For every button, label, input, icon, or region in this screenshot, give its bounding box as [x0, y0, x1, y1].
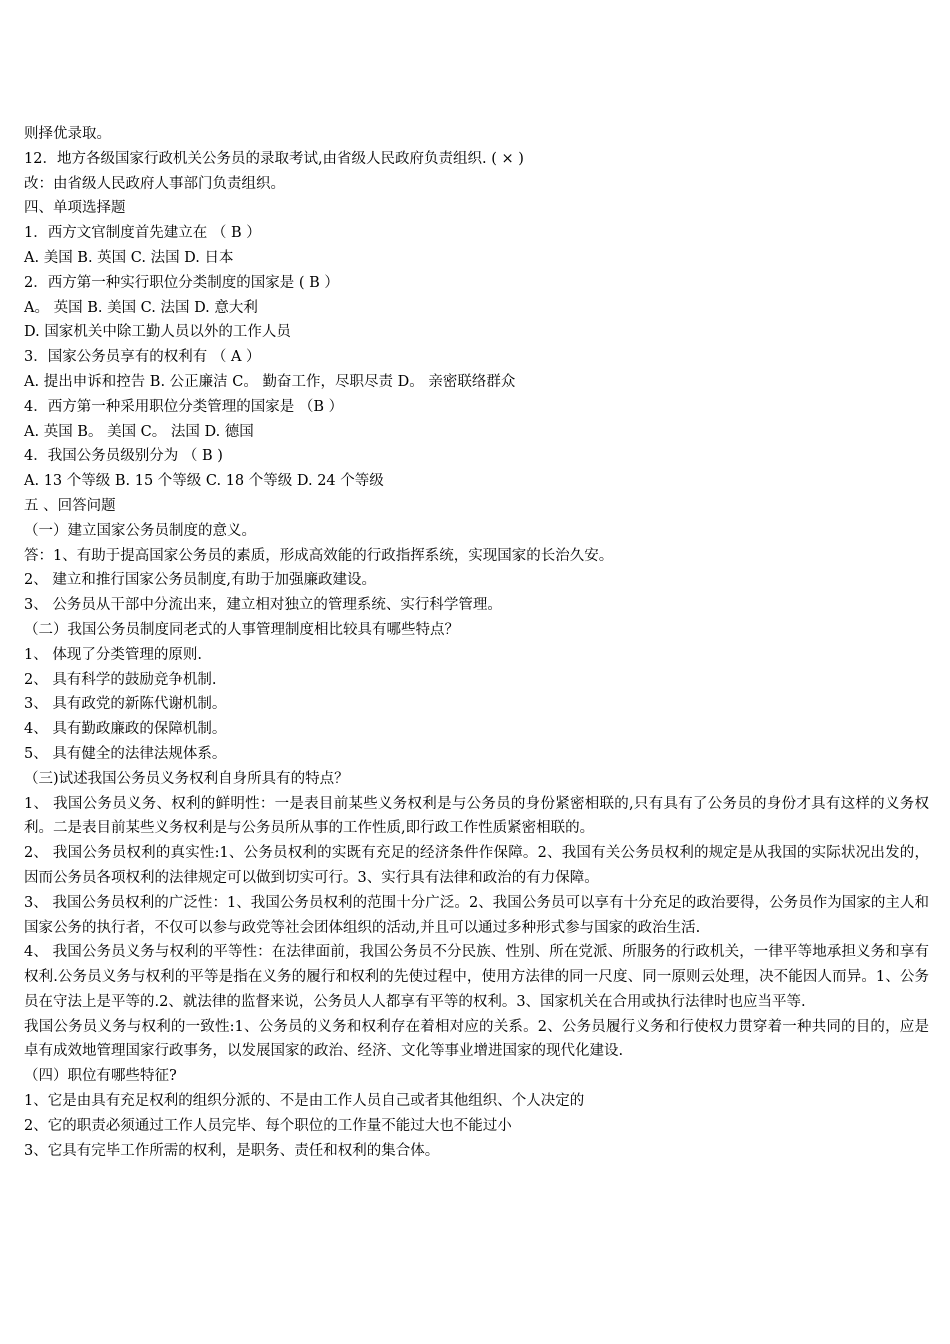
- options-line: A。 英国 B. 美国 C. 法国 D. 意大利: [24, 299, 258, 316]
- question-line: 4．西方第一种采用职位分类管理的国家是 （B ）: [24, 398, 344, 415]
- options-line: A. 13 个等级 B. 15 个等级 C. 18 个等级 D. 24 个等级: [24, 473, 384, 490]
- answer-paragraph: 1、 我国公务员义务、权利的鲜明性：一是表目前某些义务权利是与公务员的身份紧密相联的,只有具有了公务员的身份才具有这样的义务权利。二是表目前某些义务权利是与公务员所从事的工作性质,即行政工作性质紧密相联的。: [24, 795, 929, 837]
- answer-line: 2、它的职责必须通过工作人员完毕、每个职位的工作量不能过大也不能过小: [24, 1117, 512, 1134]
- answer-line: 2、 具有科学的鼓励竞争机制.: [24, 671, 217, 688]
- answer-line: 5、 具有健全的法律法规体系。: [24, 745, 227, 762]
- options-line: D. 国家机关中除工勤人员以外的工作人员: [24, 324, 291, 341]
- section-heading: 五 、回答问题: [24, 497, 116, 514]
- answer-line: 4、 具有勤政廉政的保障机制。: [24, 721, 227, 738]
- answer-line: 3、它具有完毕工作所需的权利，是职务、责任和权利的集合体。: [24, 1142, 440, 1159]
- options-line: A. 提出申诉和控告 B. 公正廉洁 C。 勤奋工作，尽职尽责 D。 亲密联络群众: [24, 373, 516, 390]
- options-line: A. 美国 B. 英国 C. 法国 D. 日本: [24, 249, 234, 266]
- answer-line: 1、它是由具有充足权利的组织分派的、不是由工作人员自己或者其他组织、个人决定的: [24, 1093, 585, 1110]
- question-line: 2．西方第一种实行职位分类制度的国家是 ( B ）: [24, 274, 339, 291]
- question-line: 3．国家公务员享有的权利有 （ A ）: [24, 349, 261, 366]
- question-line: 1．西方文官制度首先建立在 （ B ）: [24, 225, 261, 242]
- question-line: 4．我国公务员级别分为 （ B ): [24, 448, 223, 465]
- subsection-heading: （二）我国公务员制度同老式的人事管理制度相比较具有哪些特点？: [24, 621, 459, 638]
- answer-line: 2、 建立和推行国家公务员制度,有助于加强廉政建设。: [24, 572, 376, 589]
- text-line: 改：由省级人民政府人事部门负责组织。: [24, 175, 285, 192]
- answer-paragraph: 我国公务员义务与权利的一致性:1、公务员的义务和权利存在着相对应的关系。2、公务员履行义务和行使权力贯穿着一种共同的目的，应是卓有成效地管理国家行政事务，以发展国家的政治、经济、文化等事业增进国家的现代化建设.: [24, 1018, 929, 1060]
- subsection-heading: （三)试述我国公务员义务权利自身所具有的特点？: [24, 770, 349, 787]
- text-line: 12．地方各级国家行政机关公务员的录取考试,由省级人民政府负责组织. ( × ): [24, 150, 524, 167]
- document-page: [24, 122, 929, 1163]
- answer-line: 答：1、有助于提高国家公务员的素质，形成高效能的行政指挥系统，实现国家的长治久安。: [24, 547, 614, 564]
- text-line: 则择优录取。: [24, 126, 111, 142]
- answer-line: 1、 体现了分类管理的原则.: [24, 646, 202, 663]
- section-heading: 四、单项选择题: [24, 200, 126, 217]
- answer-paragraph: 4、 我国公务员义务与权利的平等性：在法律面前，我国公务员不分民族、性别、所在党派、所服务的行政机关，一律平等地承担义务和享有权利.公务员义务与权利的平等是指在义务的履行和权利的先使过程中，使用方法律的同一尺度、同一原则云处理，决不能因人而异。1、公务员在守法上是平等的.2、就法律的监督来说，公务员人人都享有平等的权利。3、国家机关在合用或执行法律时也应当平等.: [24, 944, 929, 1010]
- answer-paragraph: 3、 我国公务员权利的广泛性：1、我国公务员权利的范围十分广泛。2、我国公务员可以享有十分充足的政治要得，公务员作为国家的主人和国家公务的执行者，不仅可以参与政党等社会团体组织的活动,并且可以通过多种形式参与国家的政治生活.: [24, 894, 929, 936]
- subsection-heading: （四）职位有哪些特征?: [24, 1068, 177, 1085]
- options-line: A. 英国 B。 美国 C。 法国 D. 德国: [24, 423, 254, 440]
- answer-line: 3、 公务员从干部中分流出来，建立相对独立的管理系统、实行科学管理。: [24, 597, 502, 614]
- answer-line: 3、 具有政党的新陈代谢机制。: [24, 696, 227, 713]
- answer-paragraph: 2、 我国公务员权利的真实性:1、公务员权利的实既有充足的经济条件作保障。2、我国有关公务员权利的规定是从我国的实际状况出发的，因而公务员各项权利的法律规定可以做到切实可行。3、实行具有法律和政治的有力保障。: [24, 845, 929, 886]
- subsection-heading: （一）建立国家公务员制度的意义。: [24, 522, 256, 539]
